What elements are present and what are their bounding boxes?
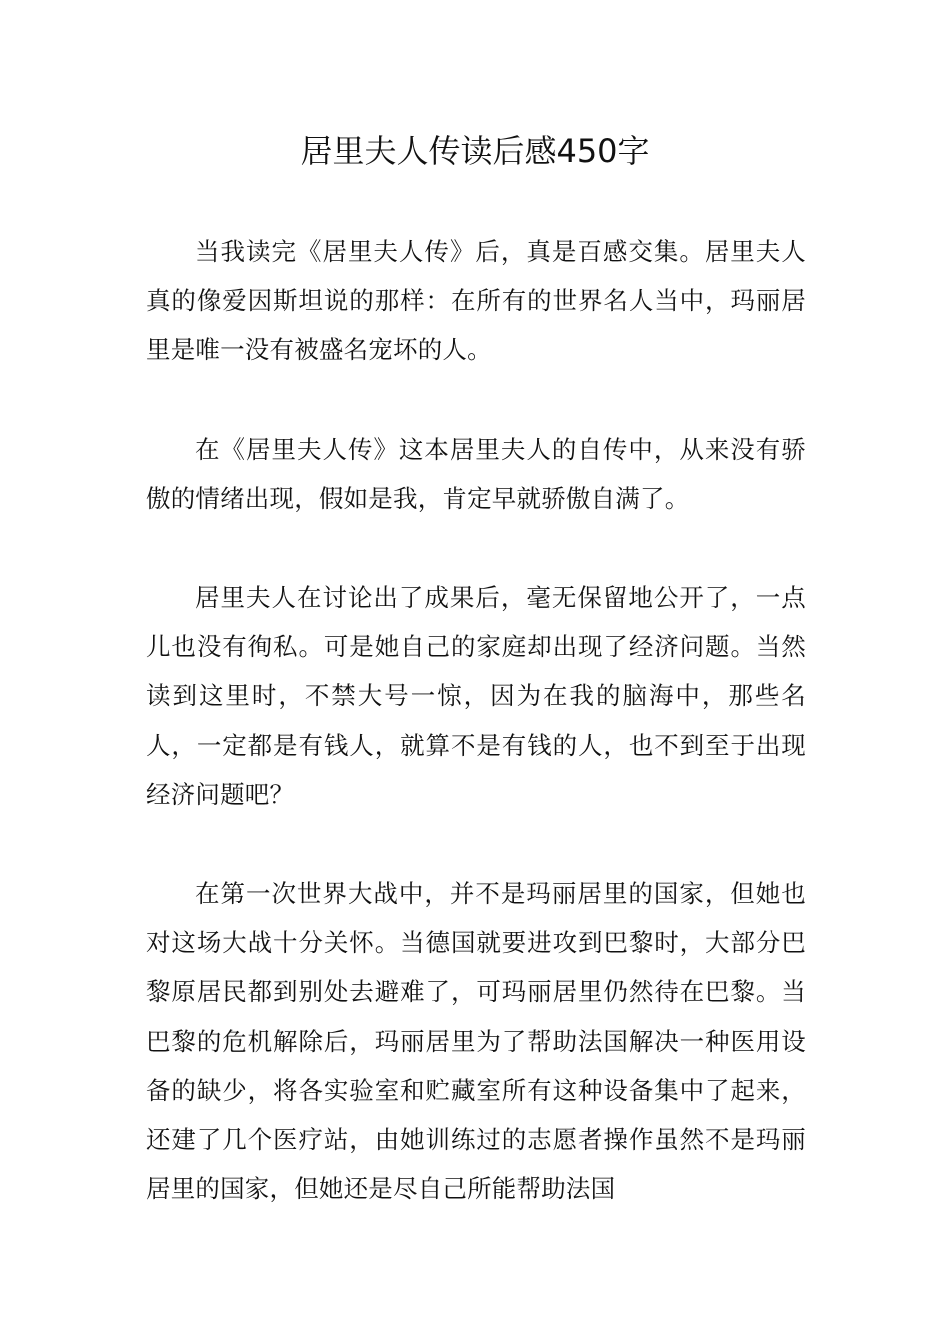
paragraph-2: 在《居里夫人传》这本居里夫人的自传中，从来没有骄傲的情绪出现，假如是我，肯定早就骄傲自满了。	[146, 434, 806, 513]
paragraph-3: 居里夫人在讨论出了成果后，毫无保留地公开了，一点儿也没有徇私。可是她自己的家庭却出现了经济问题。当然读到这里时，不禁大号一惊，因为在我的脑海中，那些名人，一定都是有钱人，就算不是有钱的人，也不到至于出现经济问题吧？	[146, 583, 806, 809]
document-title: 居里夫人传读后感450字	[300, 132, 650, 170]
paragraph-1: 当我读完《居里夫人传》后，真是百感交集。居里夫人真的像爱因斯坦说的那样：在所有的世界名人当中，玛丽居里是唯一没有被盛名宠坏的人。	[146, 237, 806, 365]
document-body	[146, 227, 806, 1213]
paragraph-4: 在第一次世界大战中，并不是玛丽居里的国家，但她也对这场大战十分关怀。当德国就要进攻到巴黎时，大部分巴黎原居民都到别处去避难了，可玛丽居里仍然待在巴黎。当巴黎的危机解除后，玛丽居里为了帮助法国解决一种医用设备的缺少，将各实验室和贮藏室所有这种设备集中了起来，还建了几个医疗站，由她训练过的志愿者操作虽然不是玛丽居里的国家，但她还是尽自己所能帮助法国	[146, 879, 806, 1204]
